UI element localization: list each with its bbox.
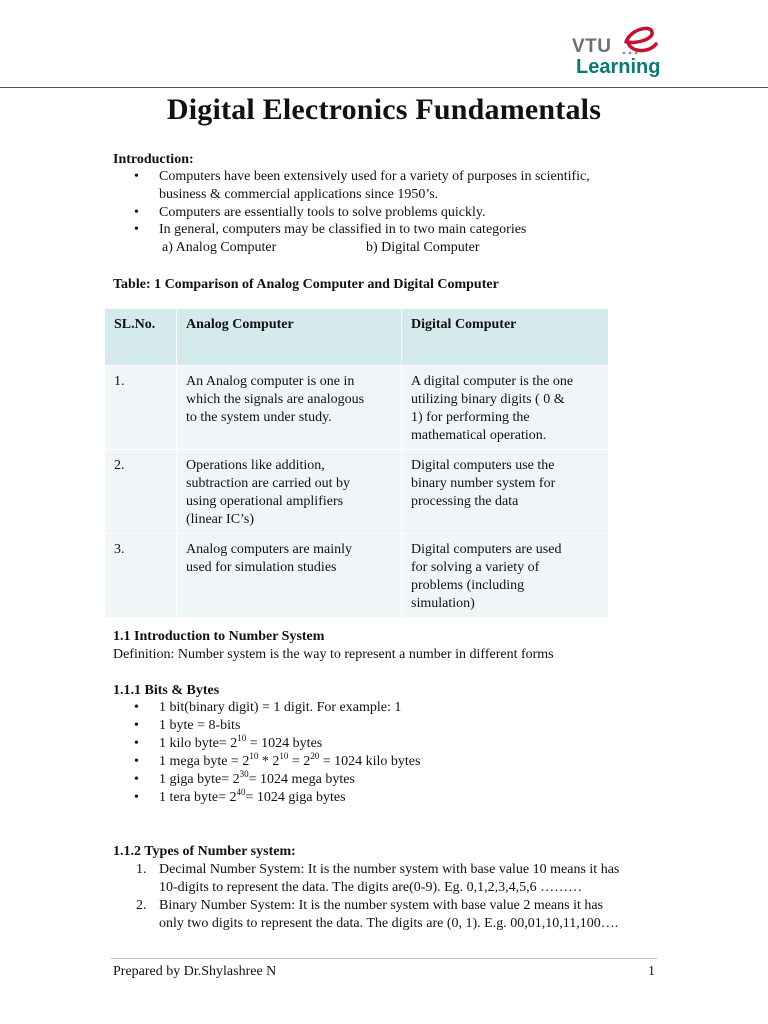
vtu-elearning-logo: [568, 22, 668, 82]
row-analog-cell: [177, 534, 402, 618]
row-analog-cell: [177, 450, 402, 534]
bits-bullet-2: 1 byte = 8-bits: [159, 718, 241, 733]
list-number: 2.: [136, 898, 147, 913]
bits-bullet-3: [159, 735, 322, 753]
cell-line: binary number system for: [411, 476, 556, 491]
bullet-dot: •: [134, 736, 139, 751]
intro-bullet-2: Computers are essentially tools to solve problems quickly.: [159, 205, 486, 220]
page-number: 1: [648, 964, 655, 979]
bullet-dot: •: [134, 700, 139, 715]
exponent: 40: [236, 787, 246, 797]
table-caption: Table: 1 Comparison of Analog Computer and Digital Computer: [113, 277, 499, 292]
bullet-dot: •: [134, 718, 139, 733]
cell-line: subtraction are carried out by: [186, 476, 351, 491]
footer-divider: [111, 958, 657, 959]
cell-line: 1) for performing the: [411, 410, 530, 425]
header-analog-computer: Analog Computer: [177, 309, 402, 366]
cell-line: processing the data: [411, 494, 519, 509]
bullet-dot: •: [134, 790, 139, 805]
intro-bullet-3: In general, computers may be classified in to two main categories: [159, 222, 527, 237]
logo-e-swoosh-icon: [620, 22, 660, 56]
bullet-dot: •: [134, 169, 139, 184]
cell-line: to the system under study.: [186, 410, 332, 425]
text-part: * 2: [258, 754, 280, 769]
header-sl-no: SL.No.: [105, 309, 177, 366]
text-part: = 1024 kilo bytes: [319, 754, 421, 769]
cell-line: for solving a variety of: [411, 560, 540, 575]
header-divider: [0, 87, 768, 88]
bits-bullet-1: 1 bit(binary digit) = 1 digit. For example: 1: [159, 700, 402, 715]
bits-bullet-5: [159, 771, 355, 789]
table-row: [105, 366, 609, 450]
table-row: [105, 534, 609, 618]
footer-author: Prepared by Dr.Shylashree N: [113, 964, 277, 979]
cell-line: which the signals are analogous: [186, 392, 365, 407]
row-analog-cell: [177, 366, 402, 450]
cell-line: utilizing binary digits ( 0 &: [411, 392, 565, 407]
bullet-dot: •: [134, 222, 139, 237]
number-system-item-2-line-2: only two digits to represent the data. The digits are (0, 1). E.g. 00,01,10,11,100….: [159, 916, 619, 931]
header-digital-computer: Digital Computer: [402, 309, 609, 366]
intro-bullet-1-line-2: business & commercial applications since 1950’s.: [159, 187, 439, 202]
bullet-dot: •: [134, 205, 139, 220]
bits-bullet-6: [159, 789, 346, 807]
category-digital: b) Digital Computer: [366, 240, 480, 255]
text-part: 1 tera byte= 2: [159, 790, 237, 805]
cell-line: using operational amplifiers: [186, 494, 344, 509]
text-part: 1 kilo byte= 2: [159, 736, 238, 751]
bullet-dot: •: [134, 754, 139, 769]
row-digital-cell: [402, 366, 609, 450]
logo-learning-text: Learning: [576, 56, 661, 78]
exponent: 10: [279, 751, 289, 761]
cell-line: (linear IC’s): [186, 512, 255, 527]
intro-heading: Introduction:: [113, 152, 194, 167]
comparison-table: [104, 308, 609, 618]
bullet-dot: •: [134, 772, 139, 787]
row-digital-cell: [402, 450, 609, 534]
text-part: = 2: [288, 754, 311, 769]
section-1-1-2-heading: 1.1.2 Types of Number system:: [113, 844, 296, 859]
cell-line: used for simulation studies: [186, 560, 337, 575]
text-part: = 1024 giga bytes: [245, 790, 346, 805]
cell-line: Digital computers are used: [411, 542, 562, 557]
text-part: = 1024 bytes: [246, 736, 323, 751]
cell-line: Operations like addition,: [186, 458, 325, 473]
text-part: 1 mega byte = 2: [159, 754, 250, 769]
exponent: 30: [239, 769, 249, 779]
table-header-row: [105, 309, 609, 366]
row-sl-no: 2.: [105, 450, 177, 534]
logo-vtu-text: VTU: [572, 36, 612, 57]
cell-line: Analog computers are mainly: [186, 542, 353, 557]
cell-line: problems (including: [411, 578, 525, 593]
number-system-item-2-line-1: Binary Number System: It is the number system with base value 2 means it has: [159, 898, 604, 913]
cell-line: simulation): [411, 596, 475, 611]
page-title: Digital Electronics Fundamentals: [166, 93, 602, 126]
section-1-1-definition: Definition: Number system is the way to represent a number in different forms: [113, 647, 554, 662]
exponent: 10: [237, 733, 247, 743]
row-sl-no: 3.: [105, 534, 177, 618]
table-row: [105, 450, 609, 534]
text-part: 1 giga byte= 2: [159, 772, 240, 787]
bits-bullet-4: [159, 753, 420, 771]
exponent: 10: [249, 751, 259, 761]
intro-bullet-1-line-1: Computers have been extensively used for a variety of purposes in scientific,: [159, 169, 590, 184]
cell-line: mathematical operation.: [411, 428, 547, 443]
text-part: = 1024 mega bytes: [248, 772, 355, 787]
cell-line: An Analog computer is one in: [186, 374, 355, 389]
cell-line: Digital computers use the: [411, 458, 555, 473]
section-1-1-heading: 1.1 Introduction to Number System: [113, 629, 325, 644]
row-digital-cell: [402, 534, 609, 618]
category-analog: a) Analog Computer: [162, 240, 277, 255]
exponent: 20: [310, 751, 320, 761]
row-sl-no: 1.: [105, 366, 177, 450]
section-1-1-1-heading: 1.1.1 Bits & Bytes: [113, 683, 220, 698]
cell-line: A digital computer is the one: [411, 374, 574, 389]
list-number: 1.: [136, 862, 147, 877]
number-system-item-1-line-1: Decimal Number System: It is the number system with base value 10 means it has: [159, 862, 620, 877]
number-system-item-1-line-2: 10-digits to represent the data. The digits are(0-9). Eg. 0,1,2,3,4,5,6 ………: [159, 880, 583, 895]
